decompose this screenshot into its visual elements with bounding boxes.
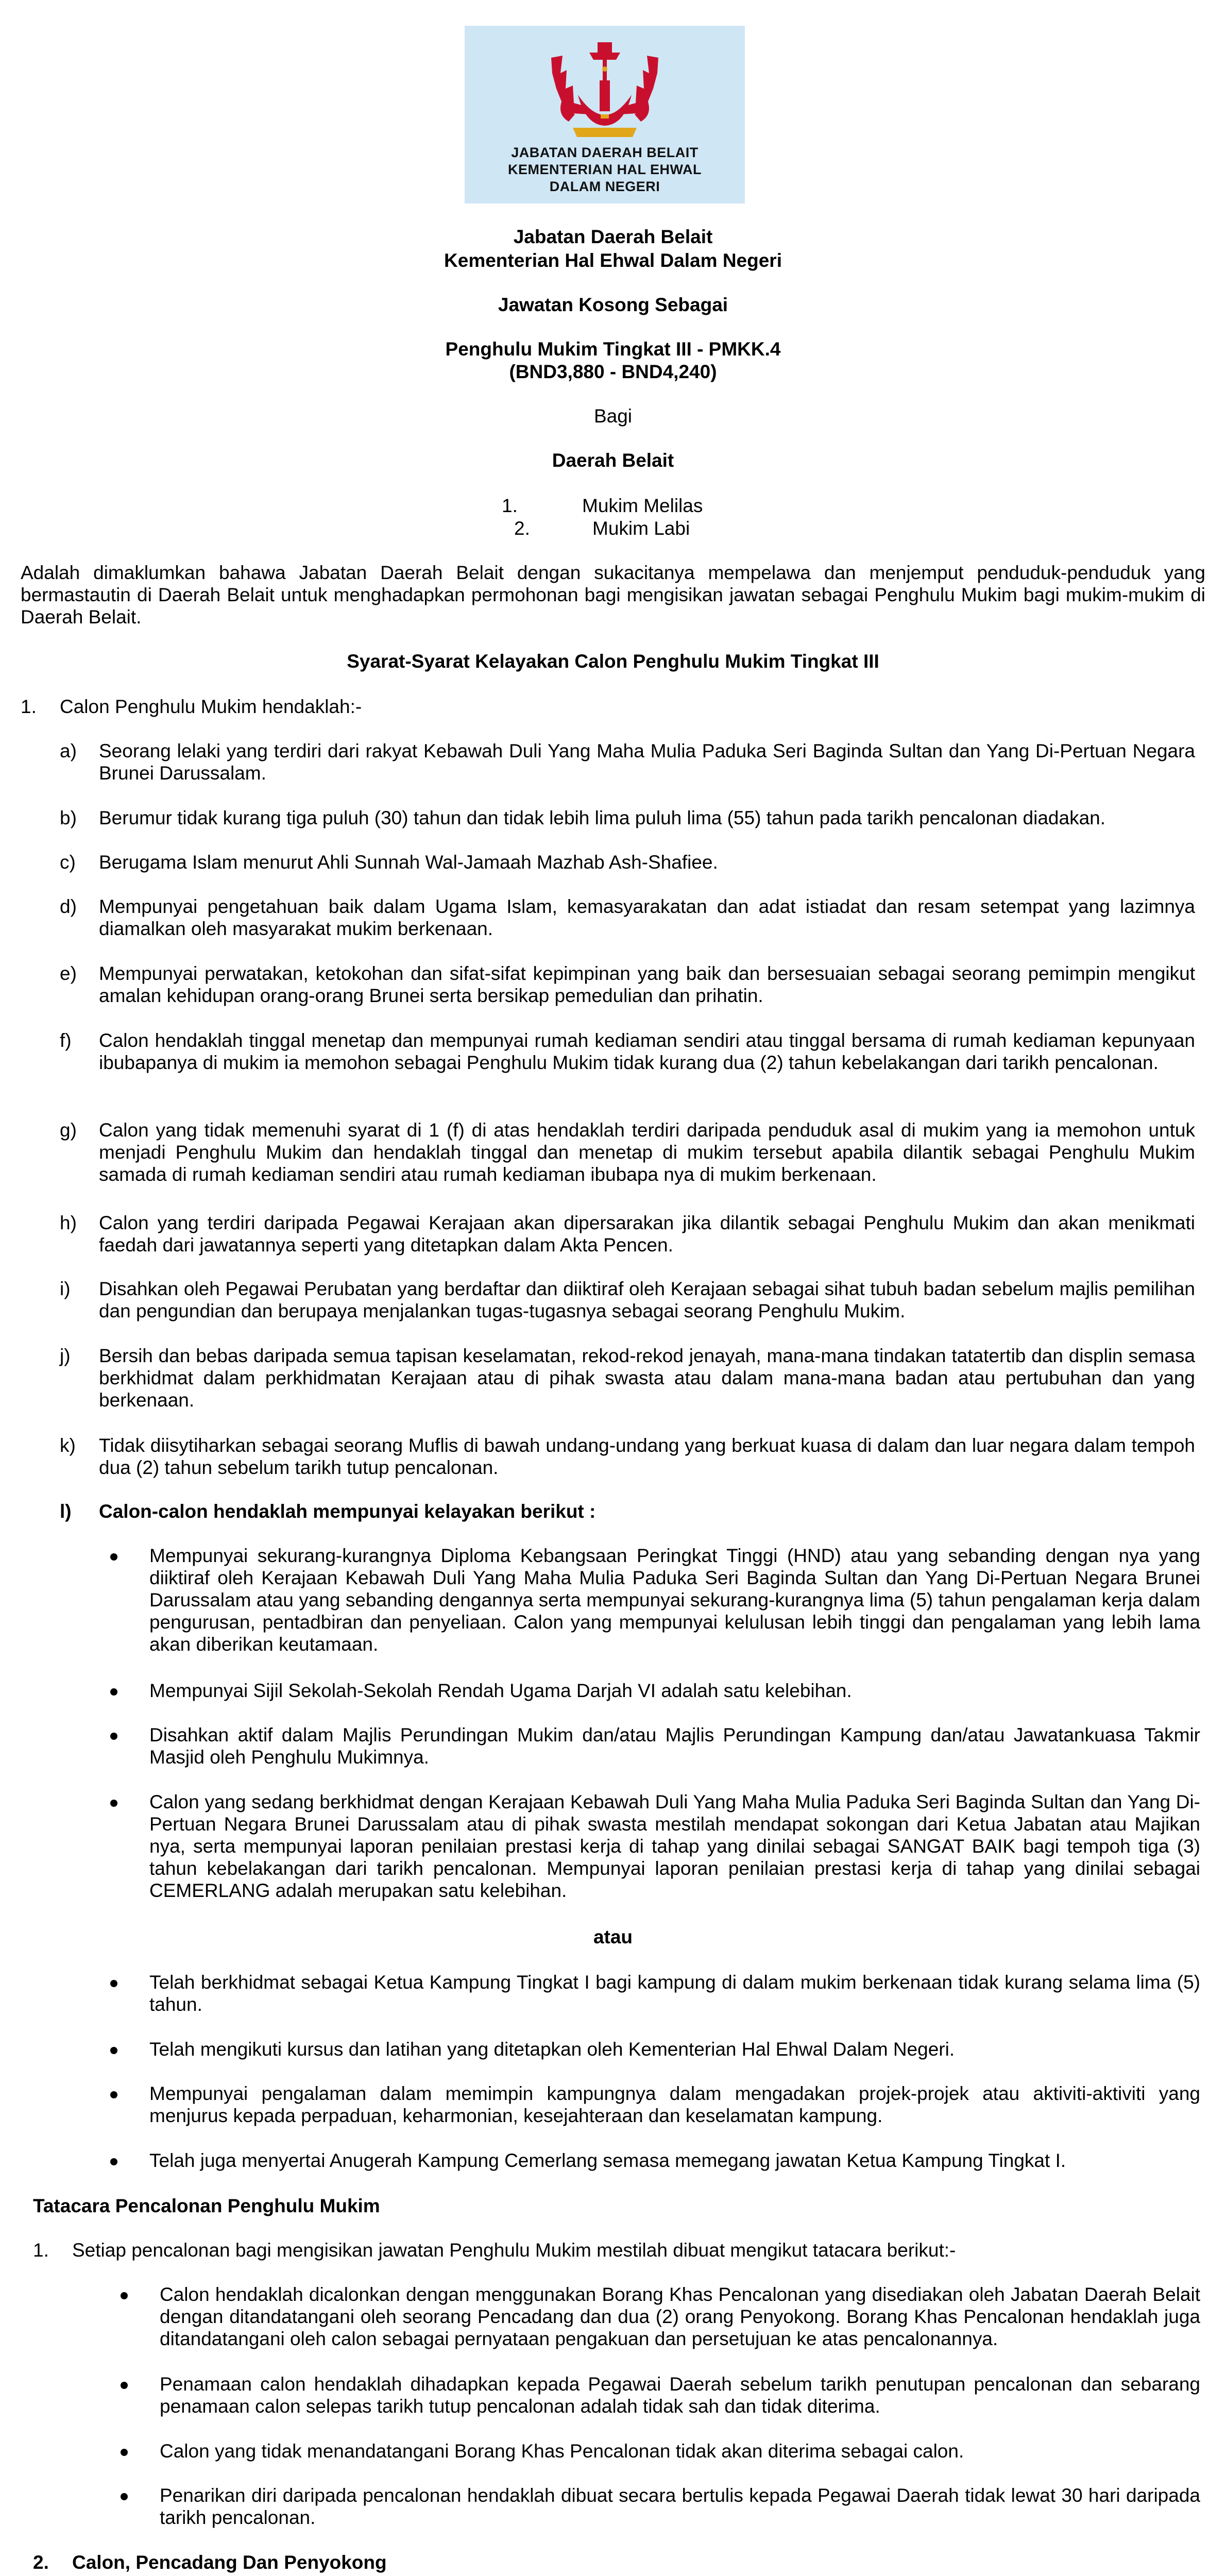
salary-range: (BND3,880 - BND4,240) xyxy=(509,361,717,382)
position-title: Penghulu Mukim Tingkat III - PMKK.4 xyxy=(445,338,781,360)
bullet-icon xyxy=(110,1688,117,1696)
bullet-icon xyxy=(121,2382,128,2389)
section-number: 2. xyxy=(33,2552,49,2573)
requirement-item: Tidak diisytiharkan sebagai seorang Muflis di bawah undang-undang yang berkuat kuasa di dalam dan luar negara dalam tempoh dua (2) tahun sebelum tarikh tutup pencalonan. xyxy=(99,1435,1195,1478)
mukim-name: Mukim Labi xyxy=(592,518,690,539)
department-name: Jabatan Daerah Belait xyxy=(513,226,713,247)
item-label: f) xyxy=(60,1030,72,1051)
requirement-item: Calon yang terdiri daripada Pegawai Kerajaan akan dipersarakan jika dilantik sebagai Penghulu Mukim dan akan menikmati faedah dari jawatannya seperti yang ditetapkan dalam Akta Pencen. xyxy=(99,1212,1195,1256)
mukim-number: 1. xyxy=(502,495,518,516)
department-logo xyxy=(465,26,745,204)
qualification-item: Mempunyai sekurang-kurangnya Diploma Kebangsaan Peringkat Tinggi (HND) atau yang sebanding dengan nya yang diiktiraf oleh Kerajaan Kebawah Duli Yang Maha Mulia Paduka Seri Baginda Sultan dan Yang Di-Pertuan Negara Brunei Darussalam atau yang sebanding dengannya serta mempunyai sekurang-kurangnya lima (5) tahun pengalaman kerja dalam pengurusan, pentadbiran dan penyeliaan. Calon yang mempunyai kelulusan lebih tinggi dan pengalaman yang lebih lama akan diberikan keutamaan. xyxy=(149,1545,1200,1655)
logo-text-line-1: JABATAN DAERAH BELAIT xyxy=(511,145,699,160)
item-label: k) xyxy=(60,1435,76,1456)
bullet-icon xyxy=(110,1553,117,1561)
requirement-item: Calon yang tidak memenuhi syarat di 1 (f) di atas hendaklah terdiri daripada penduduk asal di mukim yang ia memohon untuk menjadi Penghulu Mukim dan hendaklah tinggal dan menetap di mukim tersebut apabila dilantik sebagai Penghulu Mukim samada di rumah kediaman sendiri atau rumah kediaman ibubapa nya di mukim berkenaan. xyxy=(99,1120,1195,1185)
qualification-item: Mempunyai Sijil Sekolah-Sekolah Rendah Ugama Darjah VI adalah satu kelebihan. xyxy=(149,1680,852,1701)
item-label: h) xyxy=(60,1212,77,1233)
nomination-procedure-title: Tatacara Pencalonan Penghulu Mukim xyxy=(33,2195,380,2216)
district-name: Daerah Belait xyxy=(552,450,674,471)
qualification-item: Mempunyai pengalaman dalam memimpin kampungnya dalam mengadakan projek-projek atau aktiviti-aktiviti yang menjurus kepada perpaduan, keharmonian, kesejahteraan dan keselamatan kampung. xyxy=(149,2083,1200,2126)
intro-paragraph: Adalah dimaklumkan bahawa Jabatan Daerah Belait dengan sukacitanya mempelawa dan menjemput penduduk-penduduk yang bermastautin di Daerah Belait untuk menghadapkan permohonan bagi mengisikan jawatan sebagai Penghulu Mukim bagi mukim-mukim di Daerah Belait. xyxy=(21,562,1205,628)
procedure-item: Penamaan calon hendaklah dihadapkan kepada Pegawai Daerah sebelum tarikh penutupan pencalonan dan sebarang penamaan calon selepas tarikh tutup pencalonan adalah tidak sah dan tidak diterima. xyxy=(160,2374,1200,2417)
item-label: b) xyxy=(60,807,77,828)
qualifications-title: Calon-calon hendaklah mempunyai kelayakan berikut : xyxy=(99,1501,596,1522)
section-number: 1. xyxy=(33,2240,49,2261)
requirements-title: Syarat-Syarat Kelayakan Calon Penghulu Mukim Tingkat III xyxy=(347,651,879,672)
procedure-item: Calon yang tidak menandatangani Borang Khas Pencalonan tidak akan diterima sebagai calon. xyxy=(160,2441,964,2462)
requirement-item: Mempunyai pengetahuan baik dalam Ugama Islam, kemasyarakatan dan adat istiadat dan resam setempat yang lazimnya diamalkan oleh masyarakat mukim berkenaan. xyxy=(99,896,1195,939)
or-separator: atau xyxy=(593,1926,633,1947)
item-label: e) xyxy=(60,963,77,984)
bullet-icon xyxy=(110,1980,117,1987)
bullet-icon xyxy=(121,2449,128,2456)
item-label: c) xyxy=(60,852,76,873)
for-label: Bagi xyxy=(593,405,633,427)
procedure-item: Calon hendaklah dicalonkan dengan menggunakan Borang Khas Pencalonan yang disediakan oleh Jabatan Daerah Belait dengan ditandatangani oleh seorang Pencadang dan dua (2) orang Penyokong. Borang Khas Pencalonan hendaklah juga ditandatangani oleh calon sebagai pernyataan pengakuan dan persetujuan ke atas pencalonannya. xyxy=(160,2284,1200,2349)
logo-text-line-3: DALAM NEGERI xyxy=(549,179,660,194)
qualification-item: Telah berkhidmat sebagai Ketua Kampung Tingkat I bagi kampung di dalam mukim berkenaan tidak kurang selama lima (5) tahun. xyxy=(149,1972,1200,2015)
qualification-item: Telah juga menyertai Anugerah Kampung Cemerlang semasa memegang jawatan Ketua Kampung Tingkat I. xyxy=(149,2150,1066,2171)
logo-text-line-2: KEMENTERIAN HAL EHWAL xyxy=(507,162,702,177)
bullet-icon xyxy=(110,2047,117,2054)
bullet-icon xyxy=(110,2158,117,2165)
vacancy-label: Jawatan Kosong Sebagai xyxy=(498,294,728,315)
mukim-number: 2. xyxy=(514,518,530,539)
ministry-name: Kementerian Hal Ehwal Dalam Negeri xyxy=(444,250,782,271)
item-label: g) xyxy=(60,1120,77,1141)
qualification-item: Calon yang sedang berkhidmat dengan Kerajaan Kebawah Duli Yang Maha Mulia Paduka Seri Baginda Sultan dan Yang Di-Pertuan Negara Brunei Darussalam atau di pihak swasta mestilah mendapat sokongan dari Ketua Jabatan atau Majikan nya, serta mempunyai laporan penilaian prestasi kerja di tahap yang dinilai sebagai SANGAT BAIK bagi tempoh tiga (3) tahun kebelakangan dari tarikh pencalonan. Mempunyai laporan penilaian prestasi kerja di tahap yang dinilai sebagai CEMERLANG adalah merupakan satu kelebihan. xyxy=(149,1791,1200,1901)
bullet-icon xyxy=(110,1733,117,1740)
item-label: i) xyxy=(60,1278,71,1299)
requirement-item: Bersih dan bebas daripada semua tapisan keselamatan, rekod-rekod jenayah, mana-mana tindakan tatatertib dan displin semasa berkhidmat dalam perkhidmatan Kerajaan atau di pihak swasta atau dalam mana-mana badan atau pertubuhan dan yang berkenaan. xyxy=(99,1345,1195,1411)
requirement-item: Berumur tidak kurang tiga puluh (30) tahun dan tidak lebih lima puluh lima (55) tahun pada tarikh pencalonan diadakan. xyxy=(99,807,1106,828)
item-label: l) xyxy=(60,1501,72,1522)
requirements-intro: Calon Penghulu Mukim hendaklah:- xyxy=(60,696,362,717)
requirement-item: Seorang lelaki yang terdiri dari rakyat Kebawah Duli Yang Maha Mulia Paduka Seri Baginda Sultan dan Yang Di-Pertuan Negara Brunei Darussalam. xyxy=(99,740,1195,784)
mukim-name: Mukim Melilas xyxy=(582,495,703,516)
bullet-icon xyxy=(110,2091,117,2098)
bullet-icon xyxy=(121,2292,128,2299)
item-label: d) xyxy=(60,896,77,917)
procedure-intro: Setiap pencalonan bagi mengisikan jawatan Penghulu Mukim mestilah dibuat mengikut tatacara berikut:- xyxy=(72,2240,956,2261)
brunei-emblem-icon xyxy=(542,37,668,140)
section-number: 1. xyxy=(21,696,37,717)
item-label: j) xyxy=(60,1345,71,1366)
bullet-icon xyxy=(121,2493,128,2500)
candidate-section-title: Calon, Pencadang Dan Penyokong xyxy=(72,2552,387,2573)
item-label: a) xyxy=(60,740,77,761)
bullet-icon xyxy=(110,1800,117,1807)
requirement-item: Calon hendaklah tinggal menetap dan mempunyai rumah kediaman sendiri atau tinggal bersama di rumah kediaman kepunyaan ibubapanya di mukim ia memohon sebagai Penghulu Mukim tidak kurang dua (2) tahun kebelakangan dari tarikh pencalonan. xyxy=(99,1030,1195,1073)
procedure-item: Penarikan diri daripada pencalonan hendaklah dibuat secara bertulis kepada Pegawai Daerah tidak lewat 30 hari daripada tarikh pencalonan. xyxy=(160,2485,1200,2528)
requirement-item: Disahkan oleh Pegawai Perubatan yang berdaftar dan diiktiraf oleh Kerajaan sebagai sihat tubuh badan sebelum majlis pemilihan dan pengundian dan berupaya menjalankan tugas-tugasnya sebagai seorang Penghulu Mukim. xyxy=(99,1278,1195,1321)
qualification-item: Disahkan aktif dalam Majlis Perundingan Mukim dan/atau Majlis Perundingan Kampung dan/atau Jawatankuasa Takmir Masjid oleh Penghulu Mukimnya. xyxy=(149,1724,1200,1768)
requirement-item: Mempunyai perwatakan, ketokohan dan sifat-sifat kepimpinan yang baik dan bersesuaian sebagai seorang pemimpin mengikut amalan kehidupan orang-orang Brunei serta bersikap pemedulian dan prihatin. xyxy=(99,963,1195,1006)
requirement-item: Berugama Islam menurut Ahli Sunnah Wal-Jamaah Mazhab Ash-Shafiee. xyxy=(99,852,718,873)
qualification-item: Telah mengikuti kursus dan latihan yang ditetapkan oleh Kementerian Hal Ehwal Dalam Negeri. xyxy=(149,2039,955,2060)
